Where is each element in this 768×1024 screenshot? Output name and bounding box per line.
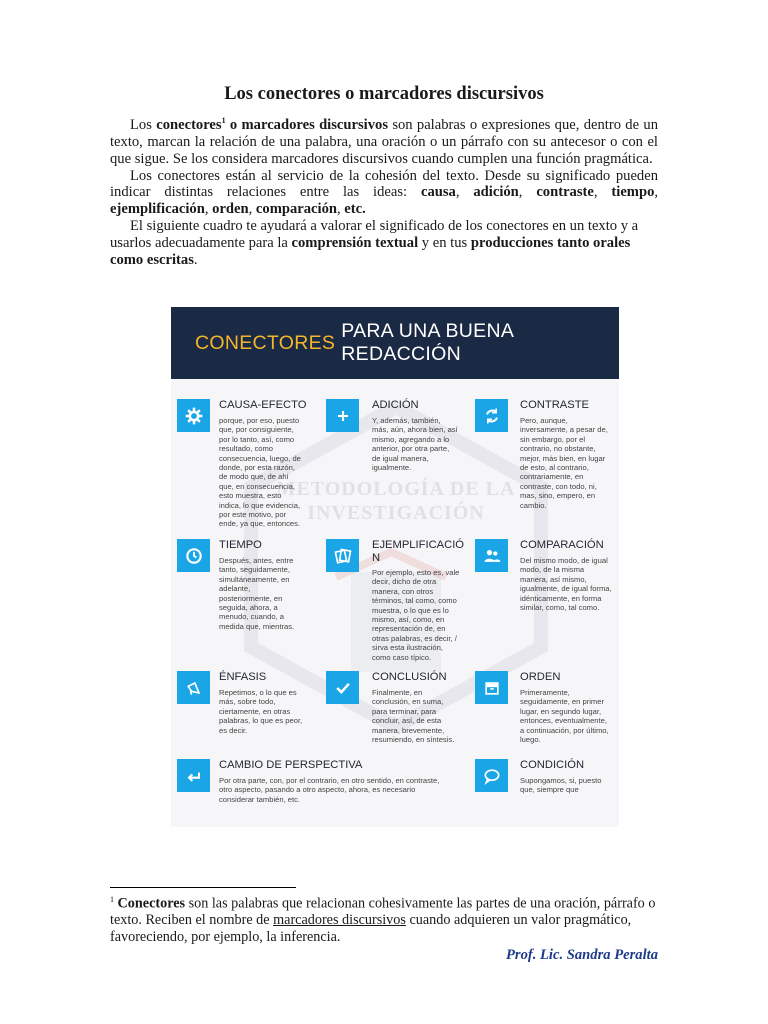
connectors-infographic: [171, 307, 619, 827]
card-text: Pero, aunque, inversamente, a pesar de, sin embargo, por el contrario, no obstante, mejor, más bien, en lugar de esto, al contrario, contrariamente, en contraste, con todo, ni, mas, sino, empero, en cambio.: [520, 416, 608, 510]
card-title: ÉNFASIS: [219, 671, 267, 683]
p1-bold-marcadores: o marcadores discursivos: [225, 116, 388, 133]
card-title: CAMBIO DE PERSPECTIVA: [219, 759, 363, 771]
document-title: Los conectores o marcadores discursivos: [224, 84, 544, 104]
return-arrow-icon: [177, 759, 210, 792]
footnote-term: Conectores: [117, 895, 186, 912]
refresh-icon: [475, 399, 508, 432]
card-text: Por ejemplo, esto es, vale decir, dicho de otra manera, con otros términos, tal como, como muestra, o lo que es lo mismo, así, como, en representación de, en otras palabras, es decir, / sirva esta ilustración, como caso típico.: [372, 568, 460, 662]
card-title: CAUSA-EFECTO: [219, 399, 307, 411]
footnote: [110, 892, 658, 945]
p2-text-a: Los conectores están al servicio de la cohesión del texto. Desde su significado pueden indicar distintas relaciones entre las ideas:: [110, 167, 658, 201]
card-title: ORDEN: [520, 671, 561, 683]
p1-bold-conectores: conectores: [156, 116, 222, 133]
card-orden: [475, 671, 615, 745]
footnote-text-c: cuando adquieren un valor pragmático, favoreciendo, por ejemplo, la inferencia.: [110, 912, 632, 945]
p3-bold-producciones: producciones tanto orales como escritas: [110, 235, 631, 269]
card-conclusion: [326, 671, 466, 746]
card-text: Y, además, también, más, aún, ahora bien, así mismo, agregando a lo anterior, por otra parte, de igual manera, igualmente.: [372, 416, 458, 473]
card-causa-efecto: [177, 399, 317, 529]
card-title: CONDICIÓN: [520, 759, 585, 771]
footnote-divider: [110, 887, 296, 888]
infographic-header: [171, 307, 619, 379]
megaphone-icon: [177, 671, 210, 704]
card-title: CONCLUSIÓN: [372, 671, 447, 683]
plus-icon: [326, 399, 359, 432]
card-tiempo: [177, 539, 317, 639]
p1-text-a: Los: [130, 116, 157, 133]
footnote-number: 1: [110, 895, 114, 904]
keyword-ejemplificacion: ejemplificación: [110, 201, 205, 218]
footnote-underlined-term: marcadores discursivos: [273, 912, 406, 929]
users-icon: [475, 539, 508, 572]
author-signature: Prof. Lic. Sandra Peralta: [505, 947, 658, 963]
documents-icon: [326, 539, 359, 572]
paragraph-2: [110, 168, 658, 219]
footnote-text-a: son las palabras que relacionan cohesivamente las partes de una oración, párrafo o texto. Reciben el nombre de: [110, 895, 656, 929]
check-icon: [326, 671, 359, 704]
paragraph-1: [110, 113, 658, 168]
header-text: PARA UNA BUENA REDACCIÓN: [341, 320, 514, 365]
card-title: TIEMPO: [219, 539, 262, 551]
card-contraste: [475, 399, 615, 509]
card-text: Del mismo modo, de igual modo, de la misma manera, así mismo, igualmente, de igual forma, idénticamente, en forma similar, como, tal como.: [520, 556, 612, 613]
p2-sep: ,: [654, 184, 659, 201]
card-text: Repetimos, o lo que es más, sobre todo, ciertamente, en otras palabras, lo que es peor, es decir.: [219, 688, 303, 735]
card-text: Finalmente, en conclusión, en suma, para terminar, para concluir, así, de esta manera, brevemente, resumiendo, en síntesis.: [372, 688, 455, 745]
archive-icon: [475, 671, 508, 704]
p2-sep: ,: [518, 184, 537, 201]
p2-sep: ,: [337, 201, 345, 218]
keyword-adicion: adición: [473, 184, 519, 201]
p3-text-d: .: [193, 252, 198, 269]
card-text: porque, por eso, puesto que, por consiguiente, por lo tanto, así, como resultado, como consecuencia, luego, de donde, por esta razón, de modo que, de ahí que, en consecuencia, esto muestra, esto indica, lo que evidencia, por este motivo, por ende, ya que, entonces.: [219, 416, 301, 529]
p2-sep: ,: [204, 201, 213, 218]
paragraph-3: [110, 218, 658, 269]
watermark-text: METODOLOGÍA DE LA INVESTIGACIÓN: [276, 478, 516, 524]
p2-sep: ,: [248, 201, 256, 218]
card-condicion: [475, 759, 615, 809]
keyword-tiempo: tiempo: [611, 184, 655, 201]
keyword-comparacion: comparación: [255, 201, 337, 218]
speech-bubble-icon: [475, 759, 508, 792]
card-text: Supongamos, si, puesto que, siempre que: [520, 776, 602, 795]
card-comparacion: [475, 539, 615, 629]
card-title: COMPARACIÓN: [520, 539, 604, 551]
card-cambio-de-perspectiva: [177, 759, 467, 814]
body-text: [110, 113, 658, 269]
clock-icon: [177, 539, 210, 572]
card-text: Primeramente, seguidamente, en primer lugar, en segundo lugar, entonces, eventualmente, a continuación, por último, luego.: [520, 688, 609, 745]
card-adicion: [326, 399, 466, 489]
p2-sep: ,: [593, 184, 612, 201]
keyword-contraste: contraste: [536, 184, 594, 201]
keyword-etc: etc.: [344, 201, 366, 218]
card-text: Por otra parte, con, por el contrario, en otro sentido, en contraste, otro aspecto, pasando a otro aspecto, ahora, es necesario considerar también, etc.: [219, 776, 440, 804]
card-text: Después, antes, entre tanto, seguidamente, simultáneamente, en adelante, posteriormente, en seguida, ahora, a menudo, cuando, a medida que, mientras.: [219, 556, 295, 631]
p2-sep: ,: [455, 184, 474, 201]
header-accent-text: CONECTORES: [195, 331, 336, 354]
keyword-orden: orden: [212, 201, 249, 218]
card-enfasis: [177, 671, 317, 741]
p1-text-c: son palabras o expresiones que, dentro de un texto, marcan la relación de una palabra, una oración o un párrafo con su antecesor o con el que sigue. Se los considera marcadores discursivos cuando cumplen una función pragmática.: [110, 116, 658, 167]
p3-bold-comprension: comprensión textual: [291, 235, 419, 252]
footnote-ref: 1: [221, 116, 226, 125]
p3-text-a: El siguiente cuadro te ayudará a valorar el significado de los conectores en un texto y a usarlos adecuadamente para la: [110, 218, 639, 252]
card-ejemplificacion: [326, 539, 466, 662]
gear-icon: [177, 399, 210, 432]
p3-text-c: y en tus: [418, 235, 471, 252]
card-title: CONTRASTE: [520, 399, 589, 411]
card-title: ADICIÓN: [372, 399, 419, 411]
card-title: EJEMPLIFICACIÓ N: [372, 539, 465, 564]
keyword-causa: causa: [420, 184, 456, 201]
